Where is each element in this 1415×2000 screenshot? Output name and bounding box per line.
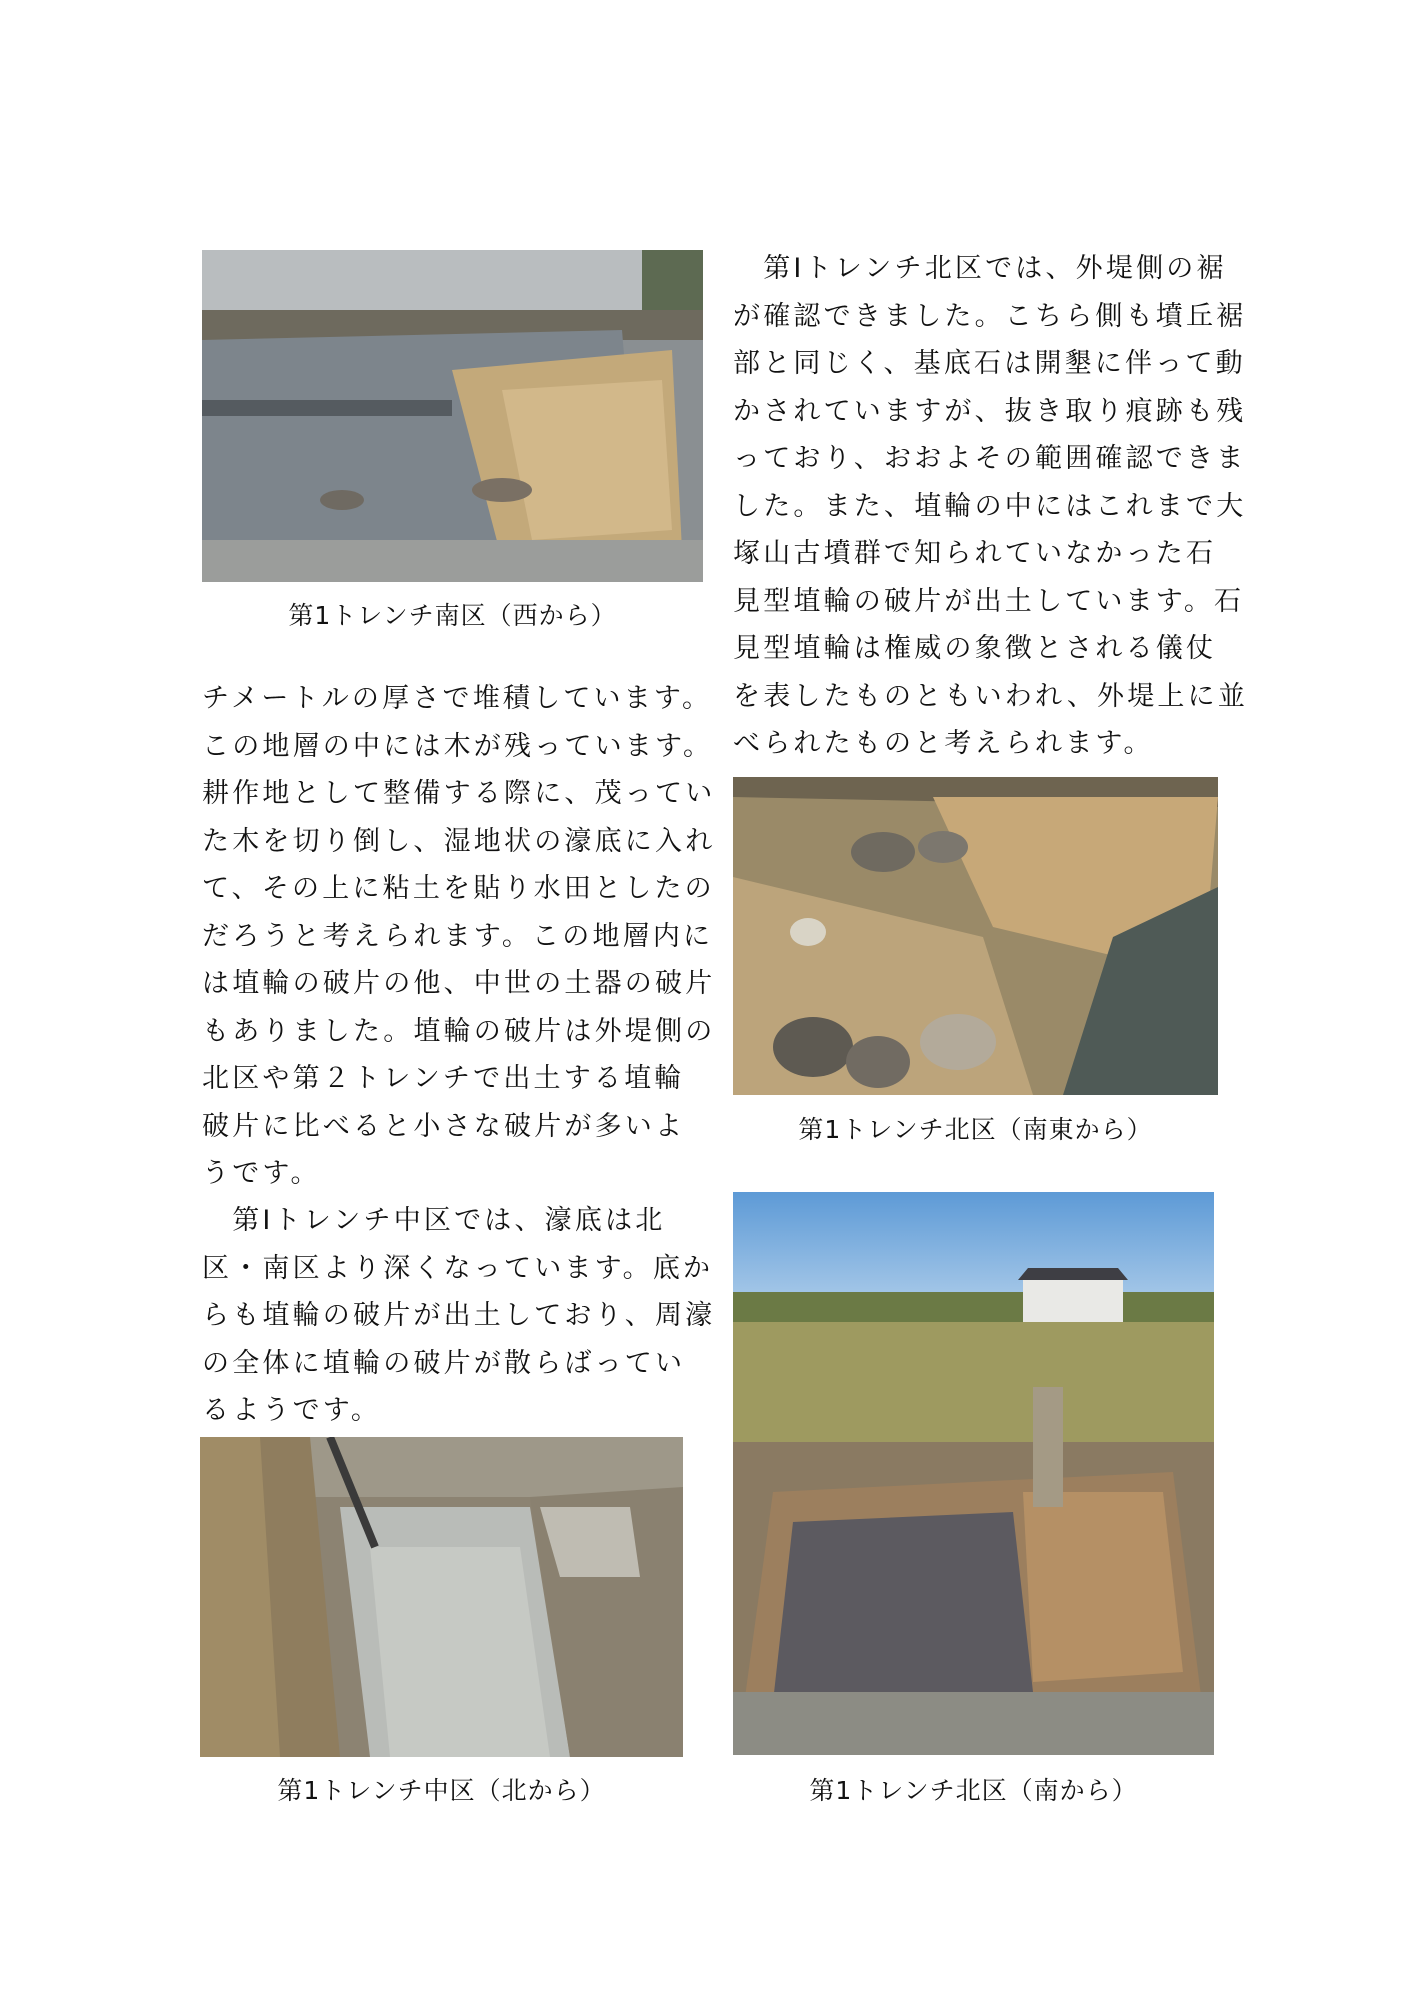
text-line: 北区や第２トレンチで出土する埴輪 [202, 1063, 685, 1094]
text-line: 塚山古墳群で知られていなかった石 [733, 538, 1217, 569]
text-line: この地層の中には木が残っています。 [202, 730, 714, 762]
text-line: もありました。埴輪の破片は外堤側の [202, 1015, 716, 1047]
text-line: 区・南区より深くなっています。底か [202, 1252, 714, 1284]
photo-trench1-north-from-southeast [733, 777, 1218, 1095]
text-line: チメートルの厚さで堆積しています。 [202, 683, 713, 714]
photo-trench1-middle-from-north [200, 1437, 683, 1757]
text-line: の全体に埴輪の破片が散らばってい [202, 1347, 686, 1379]
caption-photo3: 第1トレンチ中区（北から） [277, 1776, 606, 1805]
text-line: 破片に比べると小さな破片が多いよ [202, 1110, 686, 1142]
text-line: た木を切り倒し、湿地状の濠底に入れ [202, 825, 716, 857]
text-line: が確認できました。こちら側も墳丘裾 [733, 300, 1247, 332]
photo-trench1-south-from-west [202, 250, 703, 582]
text-line: るようです。 [202, 1395, 382, 1426]
text-line: 部と同じく、基底石は開墾に伴って動 [733, 348, 1246, 379]
photo-trench1-north-from-south [733, 1192, 1214, 1755]
text-line: だろうと考えられます。この地層内に [202, 920, 714, 952]
caption-photo1: 第1トレンチ南区（西から） [288, 601, 617, 630]
text-line: 第Ⅰトレンチ北区では、外堤側の裾 [733, 253, 1227, 284]
text-line: っており、おおよその範囲確認できま [733, 443, 1247, 474]
text-line: した。また、埴輪の中にはこれまで大 [733, 490, 1247, 522]
text-line: うです。 [202, 1158, 321, 1189]
text-line: 見型埴輪の破片が出土しています。石 [733, 585, 1245, 617]
text-line: を表したものともいわれ、外堤上に並 [733, 680, 1249, 712]
left-paragraph-2 [202, 1197, 715, 1435]
text-line: 耕作地として整備する際に、茂ってい [202, 778, 716, 809]
text-line: て、その上に粘土を貼り水田としたの [202, 873, 715, 904]
text-line: かされていますが、抜き取り痕跡も残 [733, 395, 1247, 427]
right-paragraph-1 [733, 245, 1248, 768]
left-paragraph-1 [202, 675, 715, 1198]
text-line: 第Ⅰトレンチ中区では、濠底は北 [202, 1205, 666, 1236]
text-line: べられたものと考えられます。 [733, 728, 1154, 759]
caption-photo4: 第1トレンチ北区（南から） [809, 1776, 1138, 1805]
caption-photo2: 第1トレンチ北区（南東から） [798, 1115, 1153, 1144]
text-line: らも埴輪の破片が出土しており、周濠 [202, 1300, 716, 1331]
text-line: 見型埴輪は権威の象徴とされる儀仗 [733, 633, 1217, 664]
text-line: は埴輪の破片の他、中世の土器の破片 [202, 968, 716, 999]
